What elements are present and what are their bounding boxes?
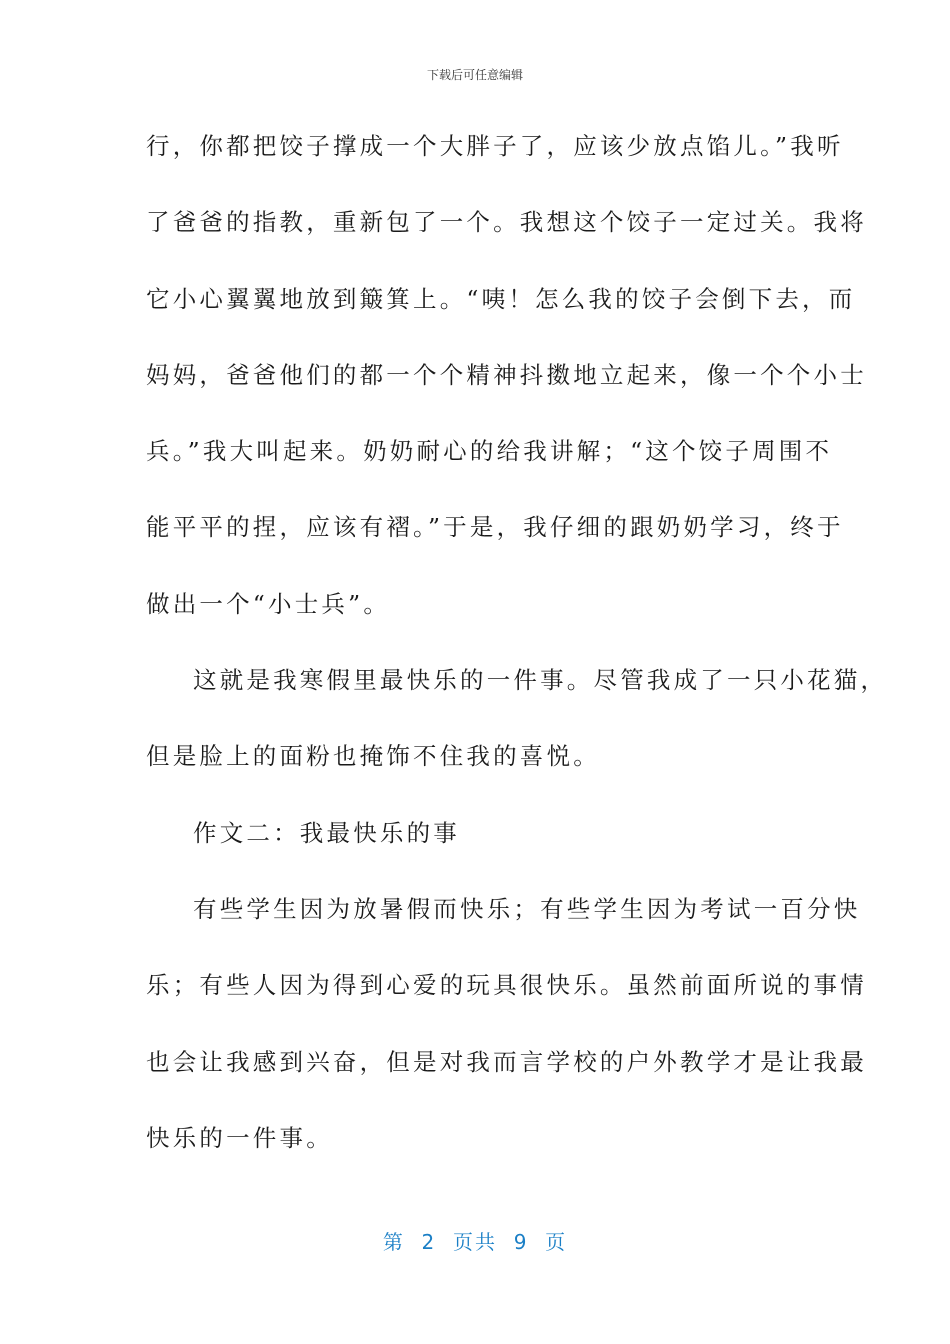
text-line: 能平平的捏，应该有褶。”于是，我仔细的跟奶奶学习，终于 <box>146 513 844 542</box>
page-header: 下载后可任意编辑 <box>426 68 523 82</box>
page-number-footer: 第 2 页共 9 页 <box>382 1230 568 1254</box>
paragraph-start-line: 有些学生因为放暑假而快乐；有些学生因为考试一百分快 <box>193 894 861 923</box>
text-line: 也会让我感到兴奋，但是对我而言学校的户外教学才是让我最 <box>146 1047 867 1076</box>
text-line: 妈妈，爸爸他们的都一个个精神抖擞地立起来，像一个个小士 <box>146 360 867 389</box>
document-body <box>146 120 888 1188</box>
text-line: 乐；有些人因为得到心爱的玩具很快乐。虽然前面所说的事情 <box>146 971 867 1000</box>
paragraph-start-line: 这就是我寒假里最快乐的一件事。尽管我成了一只小花猫， <box>193 666 888 695</box>
text-line: 了爸爸的指教，重新包了一个。我想这个饺子一定过关。我将 <box>146 208 867 237</box>
text-line: 快乐的一件事。 <box>146 1123 333 1152</box>
text-line: 做出一个“小士兵”。 <box>146 589 391 618</box>
section-heading: 作文二：我最快乐的事 <box>193 818 460 847</box>
text-line: 但是脸上的面粉也掩饰不住我的喜悦。 <box>146 742 600 771</box>
text-line: 行，你都把饺子撑成一个大胖子了，应该少放点馅儿。”我听 <box>146 132 844 160</box>
text-line: 它小心翼翼地放到簸箕上。“咦！怎么我的饺子会倒下去，而 <box>146 284 856 313</box>
text-line: 兵。”我大叫起来。奶奶耐心的给我讲解；“这个饺子周围不 <box>146 437 833 466</box>
